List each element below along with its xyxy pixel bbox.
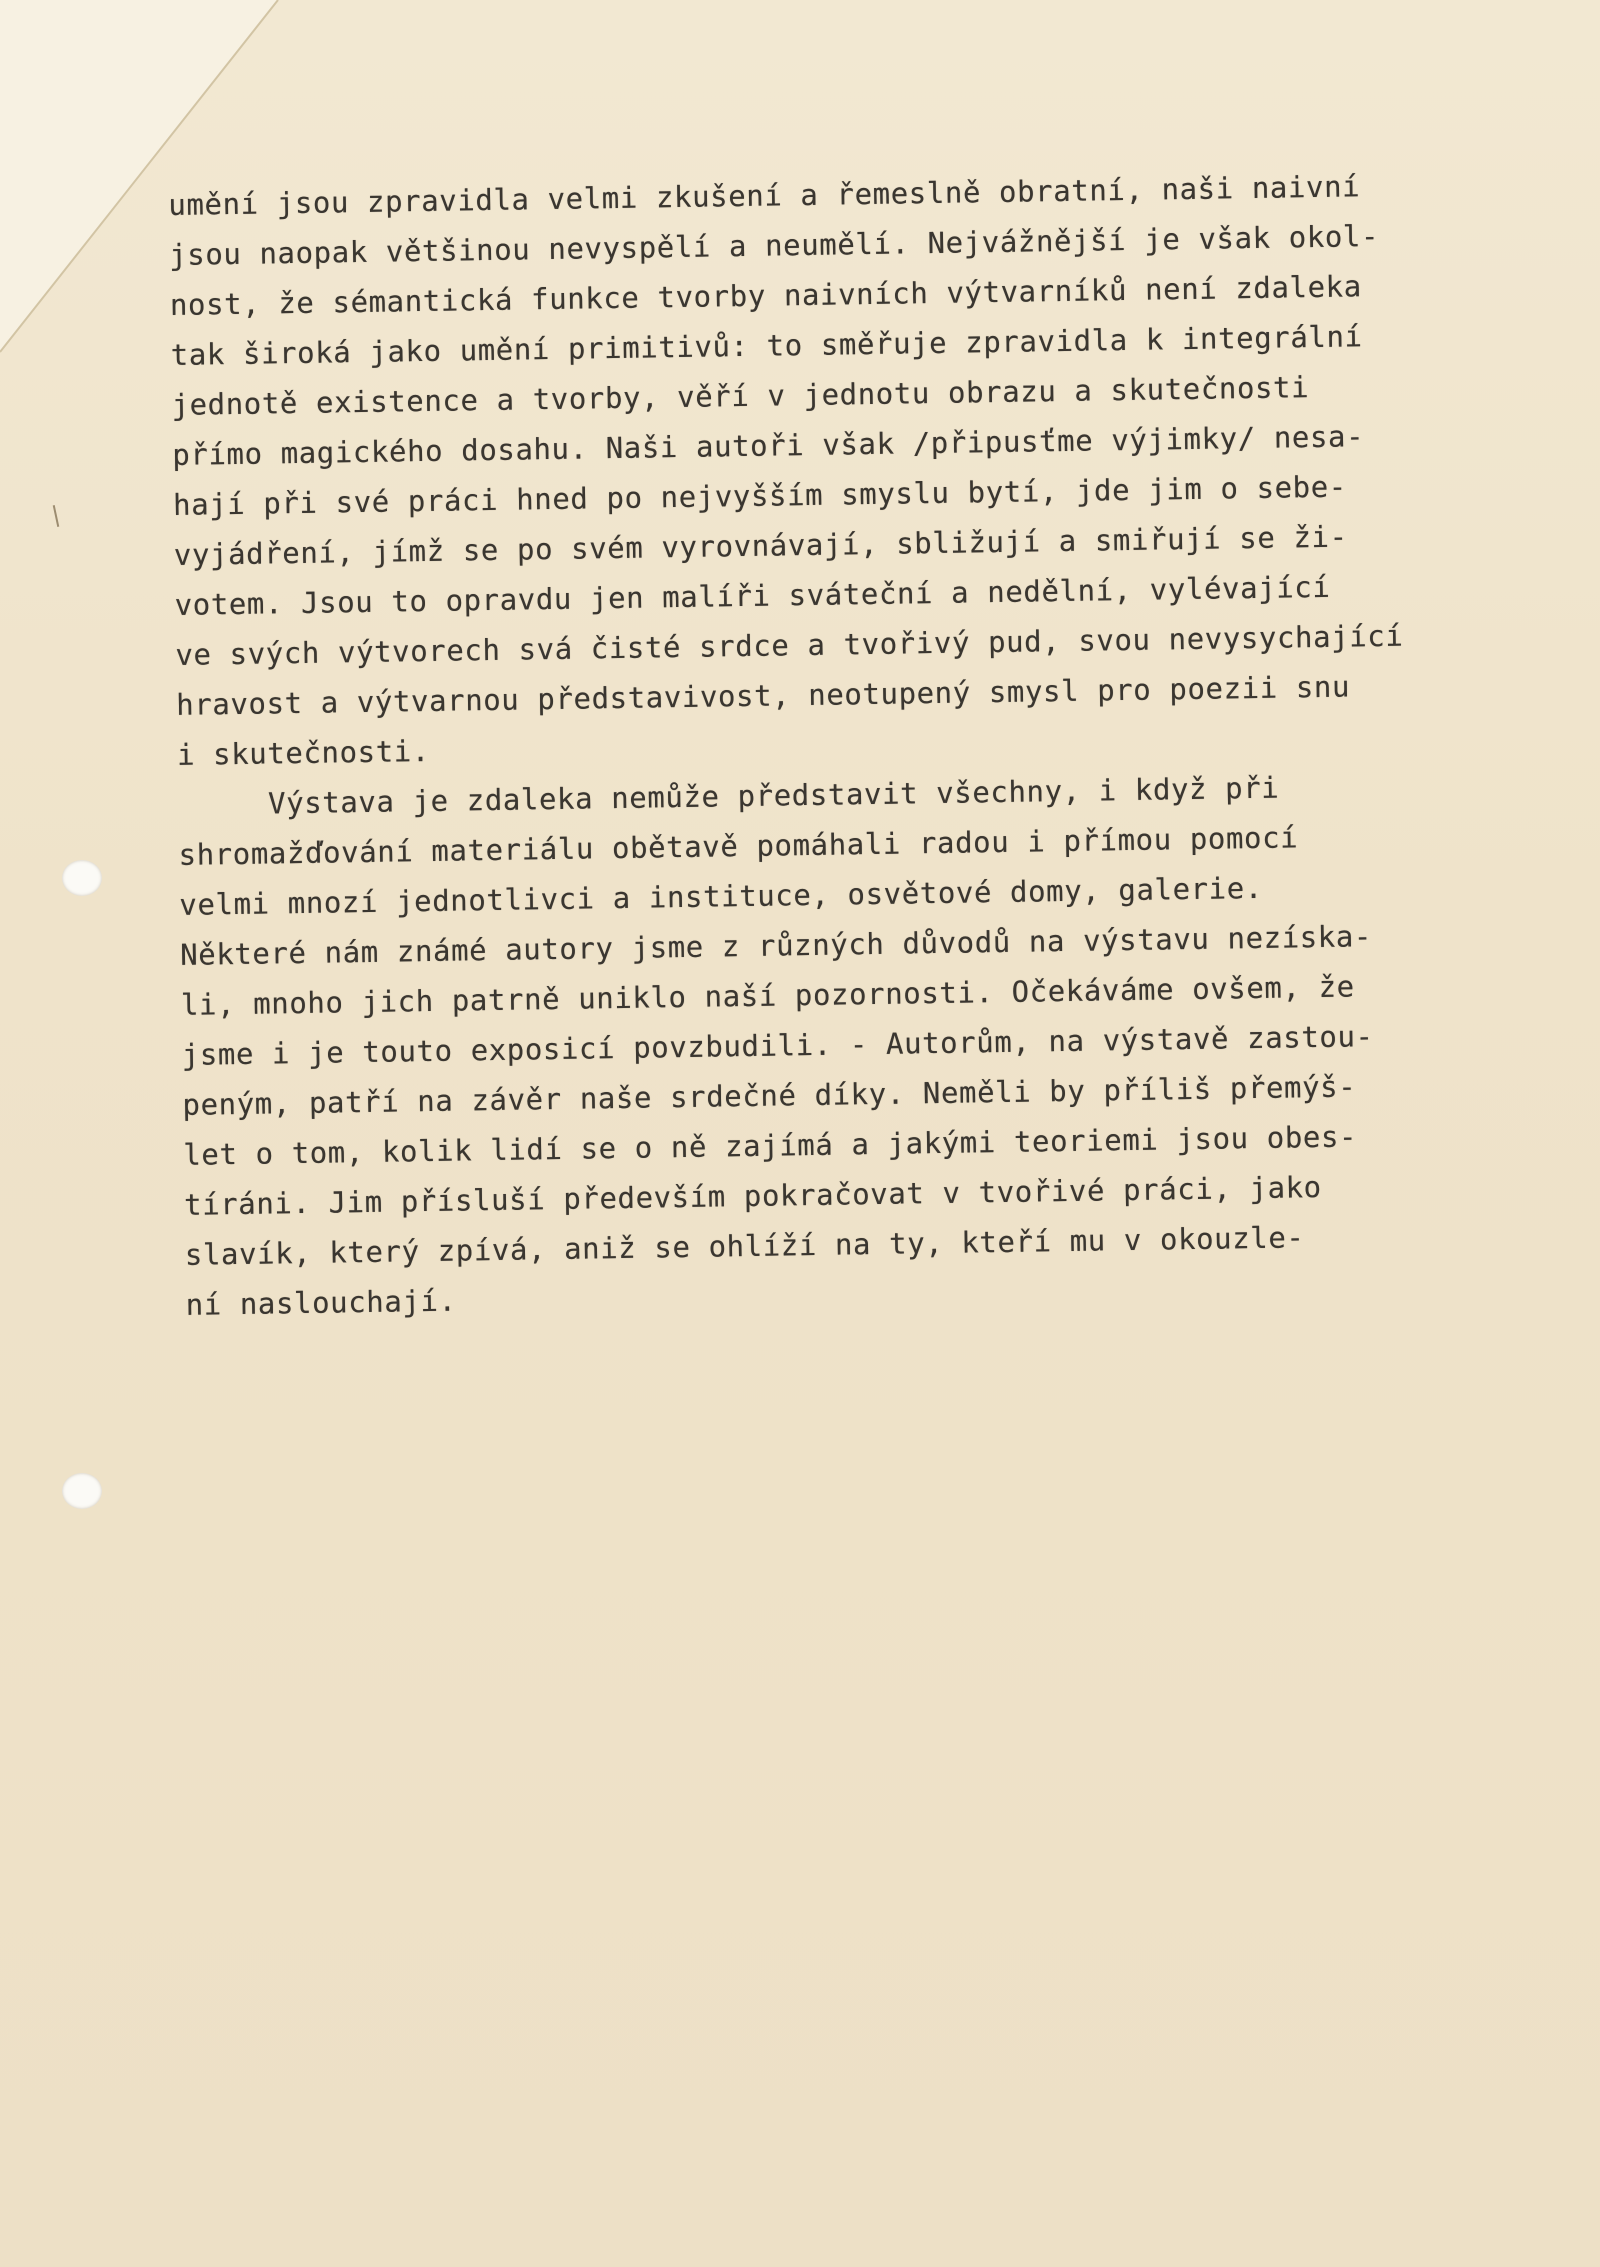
typed-text-block bbox=[168, 159, 1546, 1330]
text-line: velmi mnozí jednotlivci a instituce, osvětové domy, galerie. bbox=[179, 870, 1264, 922]
text-line: peným, patří na závěr naše srdečné díky. Neměli by příliš přemýš- bbox=[182, 1069, 1357, 1122]
text-line: tíráni. Jim přísluší především pokračovat v tvořivé práci, jako bbox=[183, 1170, 1322, 1222]
text-line: Některé nám známé autory jsme z různých důvodů na výstavu nezíska- bbox=[179, 919, 1373, 972]
text-line: Výstava je zdaleka nemůže představit všechny, i když při bbox=[177, 770, 1280, 822]
text-line: shromažďování materiálu obětavě pomáhali radou i přímou pomocí bbox=[178, 820, 1299, 872]
text-line: vyjádření, jímž se po svém vyrovnávají, sbližují a smiřují se ži- bbox=[173, 519, 1348, 572]
text-line: i skutečnosti. bbox=[176, 733, 431, 772]
punch-hole-upper bbox=[62, 860, 102, 896]
text-line: jednotě existence a tvorby, věří v jednotu obrazu a skutečnosti bbox=[171, 370, 1310, 422]
text-line: li, mnoho jich patrně uniklo naší pozornosti. Očekáváme ovšem, že bbox=[180, 969, 1355, 1022]
text-line: votem. Jsou to opravdu jen malíři sváteční a nedělní, vylévající bbox=[174, 569, 1331, 622]
text-line: nost, že sémantická funkce tvorby naivních výtvarníků není zdaleka bbox=[169, 269, 1363, 322]
text-line: ní naslouchají. bbox=[185, 1283, 457, 1322]
text-line: jsou naopak většinou nevyspělí a neumělí. Nejvážnější je však okol- bbox=[168, 218, 1380, 272]
punch-hole-lower bbox=[62, 1473, 102, 1509]
text-line: let o tom, kolik lidí se o ně zajímá a jakými teoriemi jsou obes- bbox=[183, 1119, 1358, 1172]
margin-mark bbox=[53, 505, 60, 527]
text-line: umění jsou zpravidla velmi zkušení a řemeslně obratní, naši naivní bbox=[168, 169, 1361, 222]
text-line: slavík, který zpívá, aniž se ohlíží na ty, kteří mu v okouzle- bbox=[184, 1220, 1305, 1272]
text-line: ve svých výtvorech svá čisté srdce a tvořivý pud, svou nevysychající bbox=[175, 618, 1404, 672]
text-line: hravost a výtvarnou představivost, neotupený smysl pro poezii snu bbox=[175, 669, 1351, 722]
text-line: jsme i je touto exposicí povzbudili. - Autorům, na výstavě zastou- bbox=[181, 1019, 1374, 1072]
text-line: hají při své práci hned po nejvyšším smyslu bytí, jde jim o sebe- bbox=[172, 469, 1348, 522]
text-line: tak široká jako umění primitivů: to směřuje zpravidla k integrální bbox=[170, 319, 1363, 372]
text-line: přímo magického dosahu. Naši autoři však /připusťme výjimky/ nesa- bbox=[172, 419, 1365, 472]
